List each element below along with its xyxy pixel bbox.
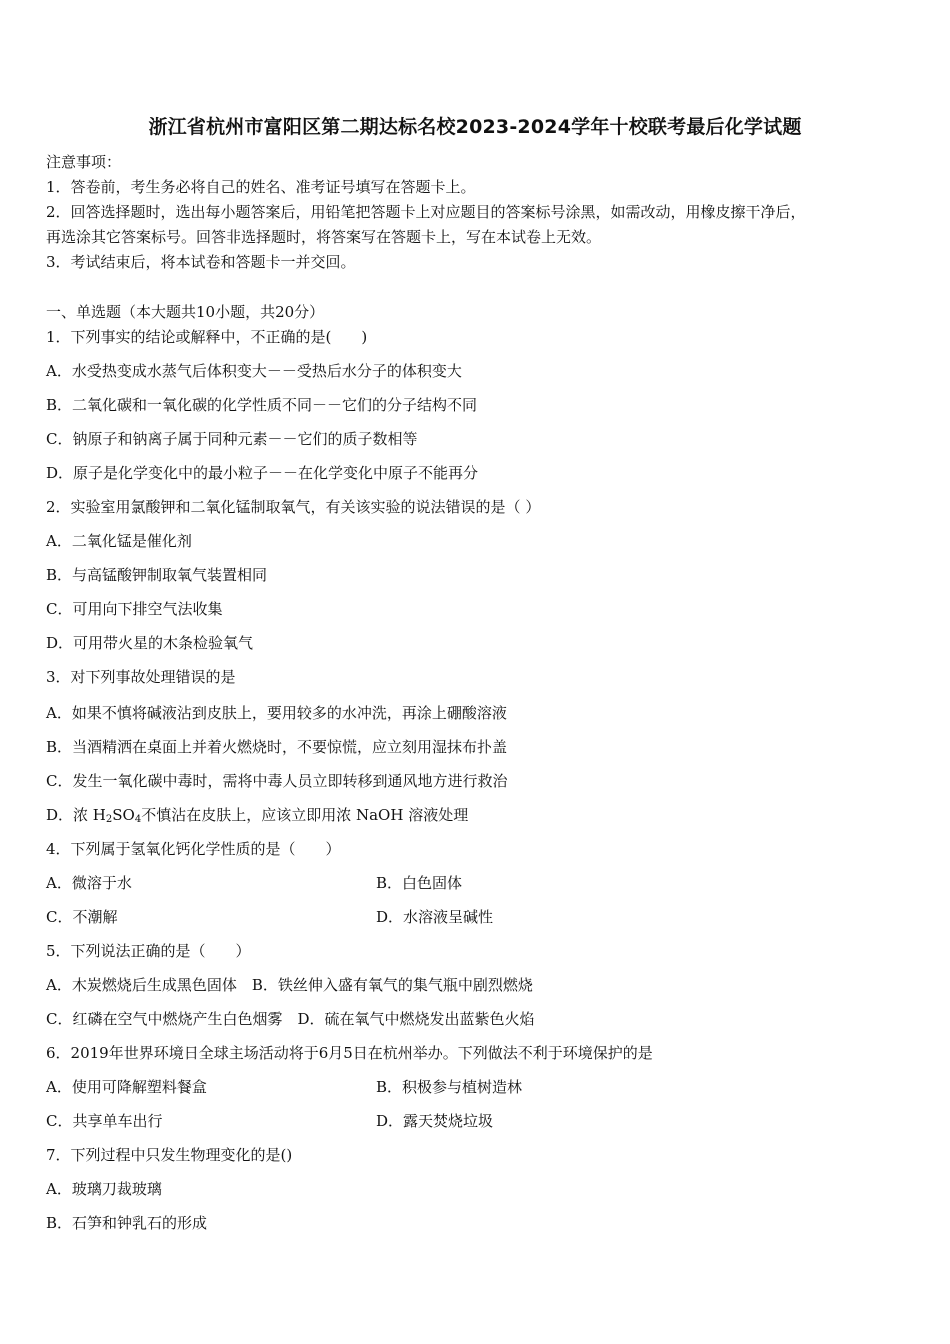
q6-option-c: C．共享单车出行 [46, 1112, 163, 1130]
notice-item-1: 1．答卷前，考生务必将自己的姓名、准考证号填写在答题卡上。 [46, 178, 476, 196]
q4-option-a: A．微溶于水 [46, 874, 132, 892]
q5-options-ab: A．木炭燃烧后生成黑色固体 B．铁丝伸入盛有氧气的集气瓶中剧烈燃烧 [46, 976, 533, 994]
q1-option-d: D．原子是化学变化中的最小粒子－－在化学变化中原子不能再分 [46, 464, 479, 482]
q6-option-a: A．使用可降解塑料餐盒 [46, 1078, 207, 1096]
q2-option-d: D．可用带火星的木条检验氧气 [46, 634, 254, 652]
q4-option-c: C．不潮解 [46, 908, 118, 926]
q1-option-b: B．二氧化碳和一氧化碳的化学性质不同－－它们的分子结构不同 [46, 396, 478, 414]
q4-stem: 4．下列属于氢氧化钙化学性质的是（ ） [46, 840, 341, 858]
q1-stem: 1．下列事实的结论或解释中，不正确的是( ) [46, 328, 368, 346]
notice-item-2-cont: 再选涂其它答案标号。回答非选择题时，将答案写在答题卡上，写在本试卷上无效。 [46, 228, 602, 246]
q4-option-b: B．白色固体 [376, 874, 463, 892]
q4-option-d: D．水溶液呈碱性 [376, 908, 494, 926]
q5-options-cd: C．红磷在空气中燃烧产生白色烟雾 D．硫在氧气中燃烧发出蓝紫色火焰 [46, 1010, 535, 1028]
notice-heading: 注意事项： [46, 153, 122, 171]
q2-option-a: A．二氧化锰是催化剂 [46, 532, 192, 550]
notice-item-3: 3．考试结束后，将本试卷和答题卡一并交回。 [46, 253, 356, 271]
q3-option-a: A．如果不慎将碱液沾到皮肤上，要用较多的水冲洗，再涂上硼酸溶液 [46, 704, 507, 722]
section-heading: 一、单选题（本大题共10小题，共20分） [46, 303, 325, 321]
q2-option-c: C．可用向下排空气法收集 [46, 600, 223, 618]
q7-stem: 7．下列过程中只发生物理变化的是() [46, 1146, 293, 1164]
q2-option-b: B．与高锰酸钾制取氧气装置相同 [46, 566, 268, 584]
q3-option-b: B．当酒精洒在桌面上并着火燃烧时，不要惊慌，应立刻用湿抹布扑盖 [46, 738, 508, 756]
q7-option-b: B．石笋和钟乳石的形成 [46, 1214, 208, 1232]
q3-stem: 3．对下列事故处理错误的是 [46, 668, 236, 686]
notice-item-2: 2．回答选择题时，选出每小题答案后，用铅笔把答题卡上对应题目的答案标号涂黑，如需改动，用橡皮擦干净后， [46, 203, 806, 221]
q2-stem: 2．实验室用氯酸钾和二氧化锰制取氧气，有关该实验的说法错误的是（ ） [46, 498, 541, 516]
q6-stem: 6．2019年世界环境日全球主场活动将于6月5日在杭州举办。下列做法不利于环境保护的是 [46, 1044, 653, 1062]
q5-stem: 5．下列说法正确的是（ ） [46, 942, 251, 960]
page-title: 浙江省杭州市富阳区第二期达标名校2023-2024学年十校联考最后化学试题 [148, 116, 802, 138]
q3-option-d: D．浓 $H_2SO_4$不慎沾在皮肤上，应该立即用浓 NaOH 溶液处理 [46, 806, 469, 825]
q3-option-c: C．发生一氧化碳中毒时，需将中毒人员立即转移到通风地方进行救治 [46, 772, 508, 790]
q1-option-a: A．水受热变成水蒸气后体积变大－－受热后水分子的体积变大 [46, 362, 462, 380]
q1-option-c: C．钠原子和钠离子属于同种元素－－它们的质子数相等 [46, 430, 418, 448]
q6-option-b: B．积极参与植树造林 [376, 1078, 523, 1096]
q7-option-a: A．玻璃刀裁玻璃 [46, 1180, 162, 1198]
q6-option-d: D．露天焚烧垃圾 [376, 1112, 494, 1130]
